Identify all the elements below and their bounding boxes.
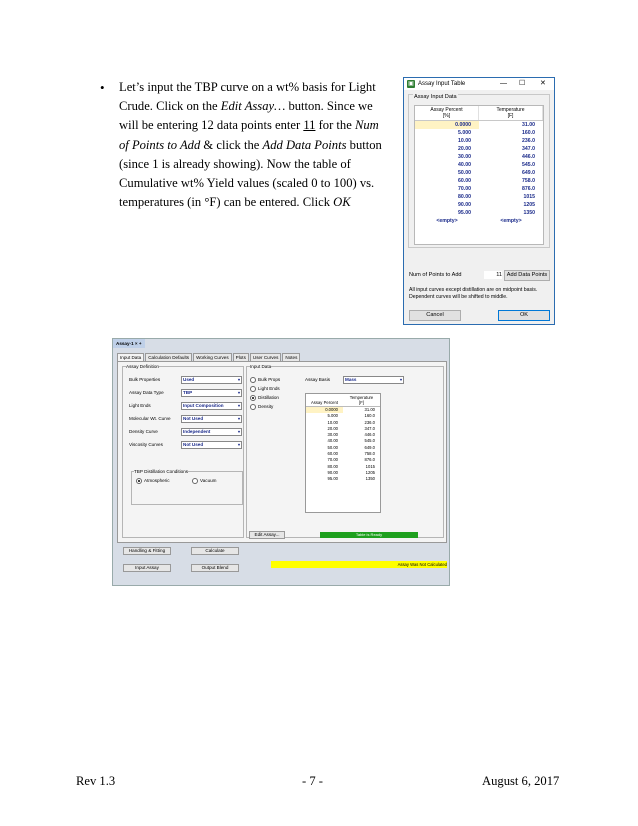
vacuum-radio[interactable]: Vacuum [192,478,217,484]
field-dropdown[interactable]: Independent ▾ [181,428,242,436]
table-row[interactable] [415,209,543,217]
table-row[interactable] [415,193,543,201]
cell-assay-percent[interactable]: 95.00 [458,210,471,216]
group-label: Assay Input Data [414,94,457,100]
edit-assay-ref: Edit Assay… [220,99,286,114]
footer-page-number: - 7 - [302,774,323,788]
cell-temperature[interactable]: 1205 [523,202,535,208]
cell-temperature[interactable]: 1015 [523,194,535,200]
grid-cell-percent[interactable]: 80.00 [327,463,338,469]
cancel-button[interactable]: Cancel [409,310,461,321]
assay-window [112,338,450,586]
distillation-grid[interactable] [305,393,381,513]
grid-cell-temperature[interactable]: 876.0 [364,457,375,463]
minimize-icon[interactable]: — [500,80,507,87]
distillation-grid-body [306,407,380,483]
ok-button[interactable]: OK [498,310,550,321]
ok-ref: OK [333,195,351,210]
dialog-titlebar [404,78,554,90]
field-dropdown[interactable]: TBP ▾ [181,389,242,397]
field-dropdown[interactable]: Used ▾ [181,376,242,384]
tab-strip [117,353,301,361]
instruction-part3: for the [315,118,355,133]
cell-temperature[interactable]: 545.0 [522,162,535,168]
cell-temperature[interactable]: 236.0 [522,138,535,144]
field-dropdown[interactable]: Input Composition ▾ [181,402,242,410]
grid-cell-temperature[interactable]: 446.0 [364,432,375,438]
num-points-ref: 11 [303,118,316,133]
cell-assay-percent[interactable]: 70.00 [458,186,471,192]
field-label: Assay Data Type [129,390,164,395]
assay-input-grid[interactable] [414,105,544,245]
assay-basis-dropdown[interactable]: Mass ▾ [343,376,404,384]
cell-assay-percent[interactable]: 80.00 [458,194,471,200]
num-points-label: Num of Points to Add [409,272,462,278]
radio-selected-icon [136,478,142,484]
status-bar: Assay Was Not Calculated [271,561,447,568]
instruction-part2: button. Since we will be entering 12 data points enter [119,99,373,133]
edit-assay-button[interactable]: Edit Assay... [249,531,285,539]
tab-working-curves[interactable]: Working Curves [193,353,232,361]
cell-assay-percent[interactable]: 20.00 [458,146,471,152]
maximize-icon[interactable]: ☐ [519,80,526,87]
cell-temperature[interactable]: 446.0 [522,154,535,160]
grid-body [415,121,543,225]
input-assay-button[interactable]: Input Assay [123,564,171,572]
tab-notes[interactable]: Notes [282,353,300,361]
add-data-points-button[interactable]: Add Data Points [504,270,550,281]
cell-temperature[interactable]: 876.0 [522,186,535,192]
table-row[interactable] [415,121,543,129]
col-assay-percent: Assay Percent [%] [415,106,479,120]
radio-icon [250,404,256,410]
handling-fitting-button[interactable]: Handling & Fitting [123,547,171,555]
tab-calculation-defaults[interactable]: Calculation Defaults [145,353,192,361]
cell-temperature[interactable]: 160.0 [522,130,535,136]
cell-temperature[interactable]: 1350 [523,210,535,216]
grid-col-assay-percent: Assay Percent [311,400,338,405]
field-dropdown[interactable]: Not Used ▾ [181,415,242,423]
num-points-label-ref: Num of Points to Add [119,118,379,152]
field-label: Viscosity Curves [129,442,163,447]
tab-input-data[interactable]: Input Data [117,353,144,361]
cell-assay-percent[interactable]: 30.00 [458,154,471,160]
close-icon[interactable]: ✕ [540,80,546,87]
grid-cell-percent[interactable]: 5.000 [327,413,338,419]
grid-cell-percent[interactable]: 90.00 [327,469,338,475]
assay-basis-label: Assay Basis [305,377,331,382]
tbp-conditions-group [131,471,243,505]
num-points-input[interactable]: 11 [484,271,502,279]
table-row[interactable] [415,185,543,193]
table-row[interactable] [415,217,543,225]
tab-user-curves[interactable]: User Curves [250,353,282,361]
instruction-text [119,78,391,212]
bullet-icon: • [100,80,105,95]
table-row[interactable] [415,177,543,185]
grid-row[interactable] [306,476,380,482]
midpoint-note: All input curves except distillation are on midpoint basis. Dependent curves will be shifted to middle. [409,287,538,300]
grid-cell-temperature[interactable]: 347.0 [364,425,375,431]
radio-distillation[interactable]: Distillation [250,395,279,401]
cell-assay-percent[interactable]: 60.00 [458,178,471,184]
cell-temperature[interactable]: <empty> [500,218,522,224]
cell-assay-percent[interactable]: 10.00 [458,138,471,144]
input-data-panel [117,361,447,543]
instruction-part5: button (since 1 is already showing). Now the table of Cumulative wt% Yield values (scaled 0 to 100) vs. temperatures (in °F) can be entered. Click [119,137,382,210]
instruction-part4: & click the [200,137,263,152]
grid-cell-temperature[interactable]: 758.0 [364,451,375,457]
tab-plots[interactable]: Plots [233,353,249,361]
table-row[interactable] [415,129,543,137]
cell-assay-percent[interactable]: 50.00 [458,170,471,176]
dialog-title: Assay Input Table [418,81,466,87]
document-tab[interactable]: Assay-1 × + [113,339,145,348]
assay-input-data-group [408,94,550,248]
grid-cell-temperature[interactable]: 236.0 [364,419,375,425]
grid-cell-percent[interactable]: 60.00 [327,451,338,457]
assay-input-table-dialog [403,77,555,325]
grid-cell-percent[interactable]: 20.00 [327,425,338,431]
table-ready-indicator: Table is Ready [320,532,418,538]
grid-cell-temperature[interactable]: 31.00 [364,407,375,412]
cell-assay-percent[interactable]: 5.000 [458,130,471,136]
table-row[interactable] [415,201,543,209]
atmospheric-radio[interactable]: Atmospheric [136,478,170,484]
radio-bulk-props[interactable]: Bulk Props [250,377,280,383]
radio-light-ends[interactable]: Light Ends [250,386,280,392]
radio-icon [250,395,256,401]
cell-assay-percent[interactable]: 90.00 [458,202,471,208]
assay-definition-group [122,366,244,538]
radio-icon [192,478,198,484]
footer-revision: Rev 1.3 [76,774,116,788]
table-row[interactable] [415,145,543,153]
input-data-label: Input Data [250,364,272,369]
col-temperature: Temperature [F] [479,106,543,120]
cell-assay-percent[interactable]: <empty> [436,218,458,224]
app-icon: ▣ [408,81,414,87]
grid-cell-percent[interactable]: 10.00 [327,419,338,425]
grid-col-temperature: Temperature [F] [349,395,374,405]
grid-cell-percent[interactable]: 0.0000 [306,407,343,413]
field-label: Bulk Properties [129,377,161,382]
cell-assay-percent[interactable]: 0.0000 [415,121,479,129]
grid-cell-temperature[interactable]: 160.0 [364,413,375,419]
tbp-conditions-label: TBP Distillation Conditions [134,469,189,474]
grid-cell-temperature[interactable]: 1350 [365,476,375,482]
grid-cell-temperature[interactable]: 649.0 [364,444,375,450]
grid-header [415,106,543,121]
grid-cell-percent[interactable]: 40.00 [327,438,338,444]
input-data-group [246,366,444,538]
field-label: Density Curve [129,429,158,434]
add-data-points-ref: Add Data Points [262,137,347,152]
grid-cell-temperature[interactable]: 1015 [365,463,375,469]
cell-assay-percent[interactable]: 40.00 [458,162,471,168]
radio-icon [250,386,256,392]
grid-cell-percent[interactable]: 50.00 [327,444,338,450]
grid-cell-percent[interactable]: 70.00 [327,457,338,463]
radio-icon [250,377,256,383]
output-blend-button[interactable]: Output Blend [191,564,239,572]
table-row[interactable] [415,169,543,177]
distillation-grid-header [306,394,380,407]
grid-cell-temperature[interactable]: 1205 [365,469,375,475]
grid-cell-temperature[interactable]: 545.0 [364,438,375,444]
field-label: Light Ends [129,403,151,408]
table-row[interactable] [415,153,543,161]
field-dropdown[interactable]: Not Used ▾ [181,441,242,449]
calculate-button[interactable]: Calculate [191,547,239,555]
table-row[interactable] [415,137,543,145]
grid-cell-percent[interactable]: 30.00 [327,432,338,438]
instruction-part1: Let’s input the TBP curve on a wt% basis for Light Crude. Click on the [119,80,376,114]
table-row[interactable] [415,161,543,169]
grid-cell-percent[interactable]: 95.00 [327,476,338,482]
cell-temperature[interactable]: 649.0 [522,170,535,176]
field-label: Molecular Wt. Curve [129,416,171,421]
footer-date: August 6, 2017 [482,774,560,788]
assay-definition-label: Assay Definition [126,364,159,369]
cell-temperature[interactable]: 758.0 [522,178,535,184]
cell-temperature[interactable]: 347.0 [522,146,535,152]
radio-density[interactable]: Density [250,404,273,410]
cell-temperature[interactable]: 31.00 [522,122,535,128]
